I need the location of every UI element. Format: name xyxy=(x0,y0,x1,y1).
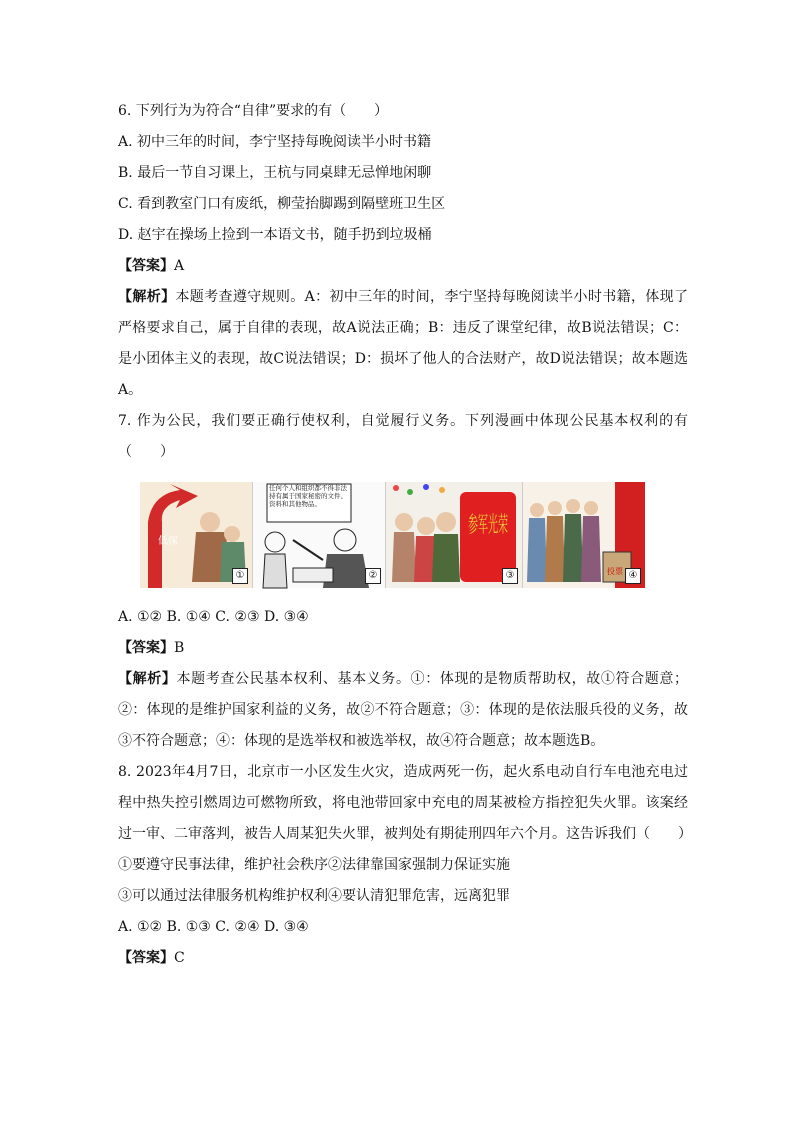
q6-answer xyxy=(118,251,688,282)
q6-option-d: D. 赵宇在操场上捡到一本语文书，随手扔到垃圾桶 xyxy=(118,227,432,243)
analysis-label: 【解析】 xyxy=(118,289,176,305)
comic-text-1: 低保 xyxy=(158,536,178,547)
answer-label: 【答案】 xyxy=(118,950,174,966)
comic-number-2: ② xyxy=(365,568,381,584)
comic-panel-2 xyxy=(252,482,385,588)
analysis-text: 本题考查公民基本权利、基本义务。①：体现的是物质帮助权，故①符合题意；②：体现的是维护国家利益的义务，故②不符合题意；③：体现的是依法服兵役的义务，故③不符合题意；④：体现的是选举权和被选举权，故④符合题意；故本题选B。 xyxy=(118,671,689,749)
comic-number-4: ④ xyxy=(625,568,641,584)
q7-options: A. ①② B. ①④ C. ②③ D. ③④ xyxy=(118,609,309,625)
q8-options: A. ①② B. ①③ C. ②④ D. ③④ xyxy=(118,919,309,935)
comic-number-3: ③ xyxy=(502,568,518,584)
q7-analysis xyxy=(118,664,688,757)
q6-stem: 6. 下列行为为符合“自律”要求的有（ ） xyxy=(118,103,389,119)
q6-analysis xyxy=(118,282,688,406)
answer-label: 【答案】 xyxy=(118,258,174,274)
q7-comic-strip xyxy=(140,482,662,588)
analysis-label: 【解析】 xyxy=(118,671,177,687)
analysis-text: 本题考查遵守规则。A：初中三年的时间，李宁坚持每晚阅读半小时书籍，体现了严格要求自己，属于自律的表现，故A说法正确；B：违反了课堂纪律，故B说法错误；C：是小团体主义的表现，故C说法错误；D：损坏了他人的合法财产，故D说法错误；故本题选A。 xyxy=(118,289,689,398)
q6-option-b: B. 最后一节自习课上，王杭与同桌肆无忌惮地闲聊 xyxy=(118,165,432,181)
comic-panel-3 xyxy=(385,482,522,588)
q7-answer xyxy=(118,633,688,664)
q8-answer xyxy=(118,943,688,974)
q8-statement-1: ①要遵守民事法律，维护社会秩序②法律靠国家强制力保证实施 xyxy=(118,857,510,873)
q8-statement-2: ③可以通过法律服务机构维护权利④要认清犯罪危害，远离犯罪 xyxy=(118,888,510,904)
answer-value: B xyxy=(174,640,185,656)
q6-option-c: C. 看到教室门口有废纸，柳莹抬脚踢到隔壁班卫生区 xyxy=(118,196,446,212)
comic-panel-4 xyxy=(522,482,645,588)
answer-value: C xyxy=(174,950,185,966)
q6-option-a: A. 初中三年的时间，李宁坚持每晚阅读半小时书籍 xyxy=(118,134,432,150)
answer-value: A xyxy=(174,258,185,274)
comic-panel-1 xyxy=(140,482,252,588)
q7-stem: 7. 作为公民，我们要正确行使权利，自觉履行义务。下列漫画中体现公民基本权利的有（ ） xyxy=(118,413,688,460)
comic-number-1: ① xyxy=(232,568,248,584)
exam-page xyxy=(118,96,692,974)
comic-text-2: 任何个人和组织都不得非法持有属于国家秘密的文件、资料和其他物品。 xyxy=(269,484,347,508)
answer-label: 【答案】 xyxy=(118,640,174,656)
q8-stem: 8. 2023年4月7日，北京市一小区发生火灾，造成两死一伤，起火系电动自行车电池充电过程中热失控引燃周边可燃物所致，将电池带回家中充电的周某被检方指控犯失火罪。该案经过一审、二审落判，被告人周某犯失火罪，被判处有期徒刑四年六个月。这告诉我们（ ） xyxy=(118,764,692,842)
comic-text-3: 参军光荣 xyxy=(468,513,508,538)
comic-text-4: 投票 xyxy=(607,567,623,576)
